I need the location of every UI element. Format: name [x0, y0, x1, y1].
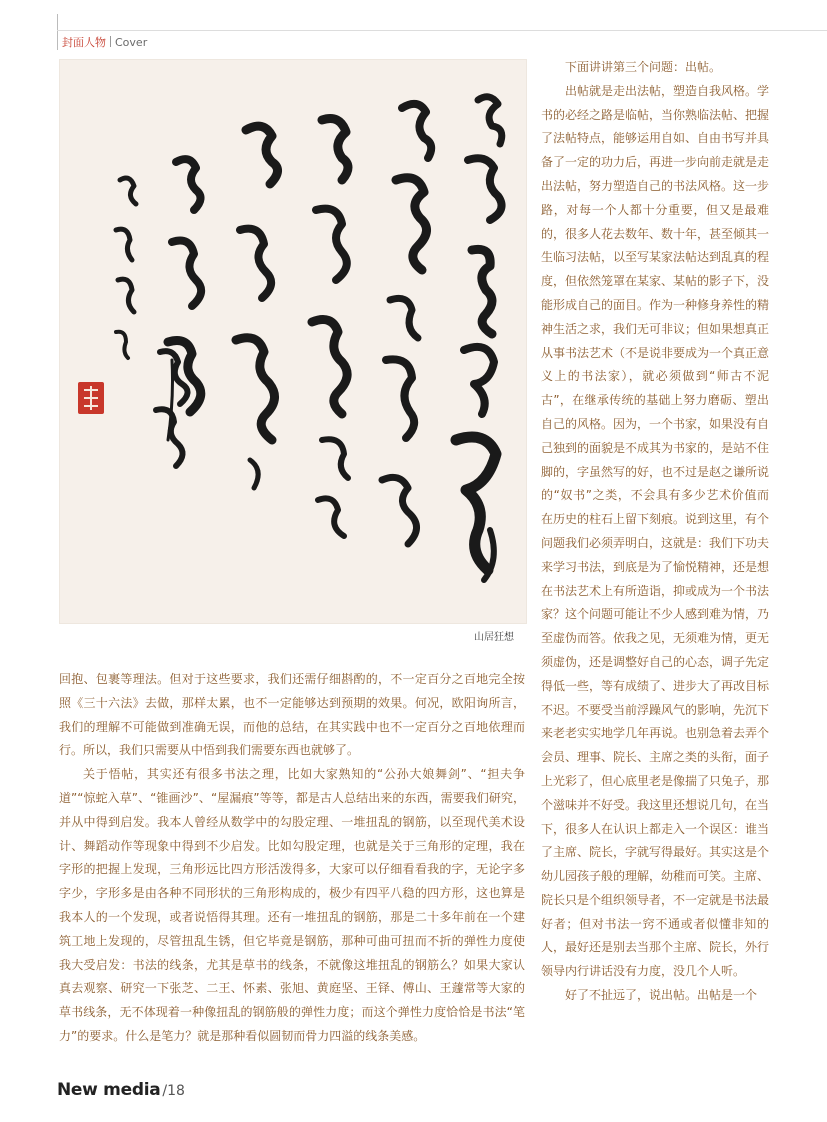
artwork-caption: 山居狂想	[474, 632, 514, 643]
section-label	[62, 34, 147, 50]
paragraph: 下面讲讲第三个问题：出帖。	[565, 60, 722, 74]
paragraph: 关于悟帖，其实还有很多书法之理，比如大家熟知的“公孙大娘舞剑”、“担夫争道”“惊蛇入草”、“锥画沙”、“屋漏痕”等等，都是古人总结出来的东西，需要我们研究，并从中得到启发。我本人曾经从数学中的勾股定理、一堆扭乱的钢筋，以至现代美术设计、舞蹈动作等现象中得到不少启发。比如勾股定理，也就是关于三角形的定理，我在字形的把握上发现，三角形远比四方形活泼得多，大家可以仔细看看我的字，无论字多字少，字形多是由各种不同形状的三角形构成的，极少有四平八稳的四方形，这也算是我本人的一个发现，或者说悟得其理。还有一堆扭乱的钢筋，那是二十多年前在一个建筑工地上发现的，尽管扭乱生锈，但它毕竟是钢筋，那种可曲可扭而不折的弹性力度使我大受启发：书法的线条，尤其是草书的线条，不就像这堆扭乱的钢筋么？如果大家认真去观察、研究一下张芝、二王、怀素、张旭、黄庭坚、王铎、傅山、王蘧常等大家的草书线条，无不体现着一种像扭乱的钢筋般的弹性力度；而这个弹性力度恰恰是书法“笔力”的要求。什么是笔力？就是那种看似圆韧而骨力四溢的线条美感。	[59, 767, 525, 1043]
calligraphy-artwork	[59, 59, 527, 624]
header-marker	[57, 14, 58, 50]
paragraph: 回抱、包裹等理法。但对于这些要求，我们还需仔细斟酌的，不一定百分之百地完全按照《三十六法》去做，那样太累，也不一定能够达到预期的效果。何况，欧阳询所言，我们的理解不可能做到准确无误，而他的总结，在其实践中也不一定百分之百地依理而行。所以，我们只需要从中悟到我们需要东西也就够了。	[59, 672, 525, 758]
page-footer	[57, 1080, 185, 1100]
section-label-cn: 封面人物	[62, 36, 106, 49]
section-divider	[110, 36, 111, 47]
magazine-brand: New media	[57, 1080, 161, 1100]
calligraphy-strokes	[60, 60, 526, 623]
paragraph: 出帖就是走出法帖，塑造自我风格。学书的必经之路是临帖，当你熟临法帖、把握了法帖特点，能够运用自如、自由书写并具备了一定的功力后，再进一步向前走就是走出法帖，努力塑造自己的书法风格。这一步路，对每一个人都十分重要，但又是最难的，很多人花去数年、数十年，甚至倾其一生临习法帖，以至写某家法帖达到乱真的程度，但依然笼罩在某家、某帖的影子下，没能形成自己的面目。作为一种修身养性的精神生活之求，我们无可非议；但如果想真正从事书法艺术（不是说非要成为一个真正意义上的书法家），就必须做到“师古不泥古”，在继承传统的基础上努力磨砺、塑出自己的风格。因为，一个书家，如果没有自己独到的面貌是不成其为书家的，是站不住脚的，字虽然写的好，也不过是赵之谦所说的“奴书”之类，不会具有多少艺术价值而在历史的柱石上留下刻痕。说到这里，有个问题我们必须弄明白，这就是：我们下功夫来学习书法，到底是为了愉悦精神，还是想在书法艺术上有所造诣，抑或成为一个书法家？这个问题可能让不少人感到难为情，乃至虚伪而答。依我之见，无须难为情，更无须虚伪，还是调整好自己的心态，调子先定得低一些，等有成绩了、进步大了再改目标不迟。不要受当前浮躁风气的影响，先沉下来老老实实地学几年再说。也别急着去弄个会员、理事、院长、主席之类的头衔，面子上光彩了，但心底里老是像揣了只兔子，那个滋味并不好受。我这里还想说几句，在当下，很多人在认识上都走入一个误区：谁当了主席、院长，字就写得最好。其实这是个幼儿园孩子般的理解，幼稚而可笑。主席、院长只是个组织领导者，不一定就是书法最好者；但对书法一窍不通或者似懂非知的人，最好还是别去当那个主席、院长，外行领导内行讲话没有力度，没几个人听。	[541, 83, 770, 979]
bottom-column-text	[59, 668, 525, 1049]
section-label-en: Cover	[115, 36, 148, 49]
header-rule	[57, 30, 827, 31]
page-number: 18	[167, 1083, 185, 1099]
right-column-text	[541, 56, 769, 1008]
footer-slash: /	[162, 1083, 168, 1099]
paragraph: 好了不扯远了，说出帖。出帖是一个	[565, 988, 758, 1003]
red-seal	[78, 382, 104, 414]
